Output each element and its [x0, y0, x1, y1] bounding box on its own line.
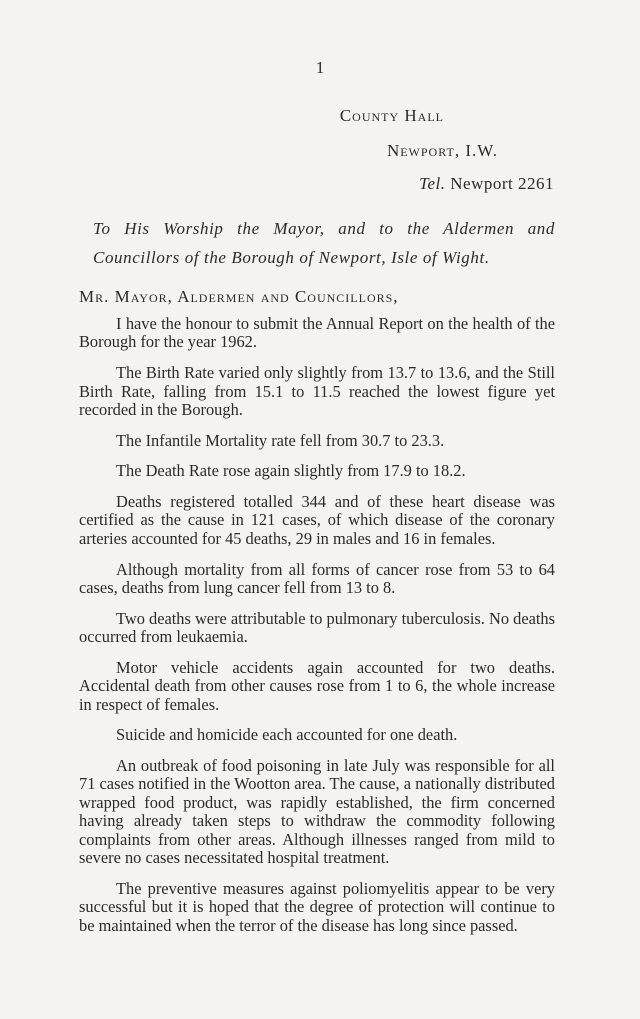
dedication-line-1: To His Worship the Mayor, and to the Aldermen and — [93, 219, 555, 238]
paragraph: Two deaths were attributable to pulmonary tuberculosis. No deaths occurred from leukaemia. — [79, 608, 556, 647]
address-line-newport: Newport, I.W. — [386, 141, 498, 160]
paragraph: Deaths registered totalled 344 and of these heart disease was certified as the cause in 121 cases, of which disease of the coronary arteries accounted for 45 deaths, 29 in males and 16 in females. — [79, 492, 555, 548]
dedication — [93, 214, 555, 272]
telephone-label: Tel. — [419, 174, 446, 193]
telephone-number: Newport 2261 — [450, 174, 554, 193]
telephone-line — [419, 174, 554, 194]
paragraph: Motor vehicle accidents again accounted for two deaths. Accidental death from other causes rose from 1 to 6, the whole increase in respect of females. — [79, 657, 555, 714]
paragraph: The Birth Rate varied only slightly from 13.7 to 13.6, and the Still Birth Rate, falling from 15.1 to 11.5 reached the lowest figure yet recorded in the Borough. — [79, 363, 555, 419]
paragraph: An outbreak of food poisoning in late July was responsible for all 71 cases notified in the Wootton area. The cause, a nationally distributed wrapped food product, was rapidly established, the firm concerned having already taken steps to withdraw the commodity following complaints from other areas. Although illnesses ranged from mild to severe no cases necessitated hospital treatment. — [79, 755, 555, 868]
paragraph: The Death Rate rose again slightly from 17.9 to 18.2. — [116, 461, 466, 481]
paragraph: Although mortality from all forms of cancer rose from 53 to 64 cases, deaths from lung cancer fell from 13 to 8. — [79, 559, 555, 597]
paragraph: I have the honour to submit the Annual Report on the health of the Borough for the year 1962. — [79, 314, 555, 352]
dedication-line-2: Councillors of the Borough of Newport, Isle of Wight. — [93, 248, 490, 267]
paragraph: Suicide and homicide each accounted for one death. — [116, 725, 458, 745]
paragraph: The Infantile Mortality rate fell from 30.7 to 23.3. — [116, 430, 445, 450]
address-line-county-hall: County Hall — [339, 106, 444, 125]
paragraph: The preventive measures against poliomyelitis appear to be very successful but it is hoped that the degree of protection will continue to be maintained when the terror of the disease has long since passed. — [79, 878, 555, 935]
salutation: Mr. Mayor, Aldermen and Councillors, — [79, 287, 399, 306]
report-body — [79, 315, 555, 947]
page-number: 1 — [315, 58, 325, 77]
